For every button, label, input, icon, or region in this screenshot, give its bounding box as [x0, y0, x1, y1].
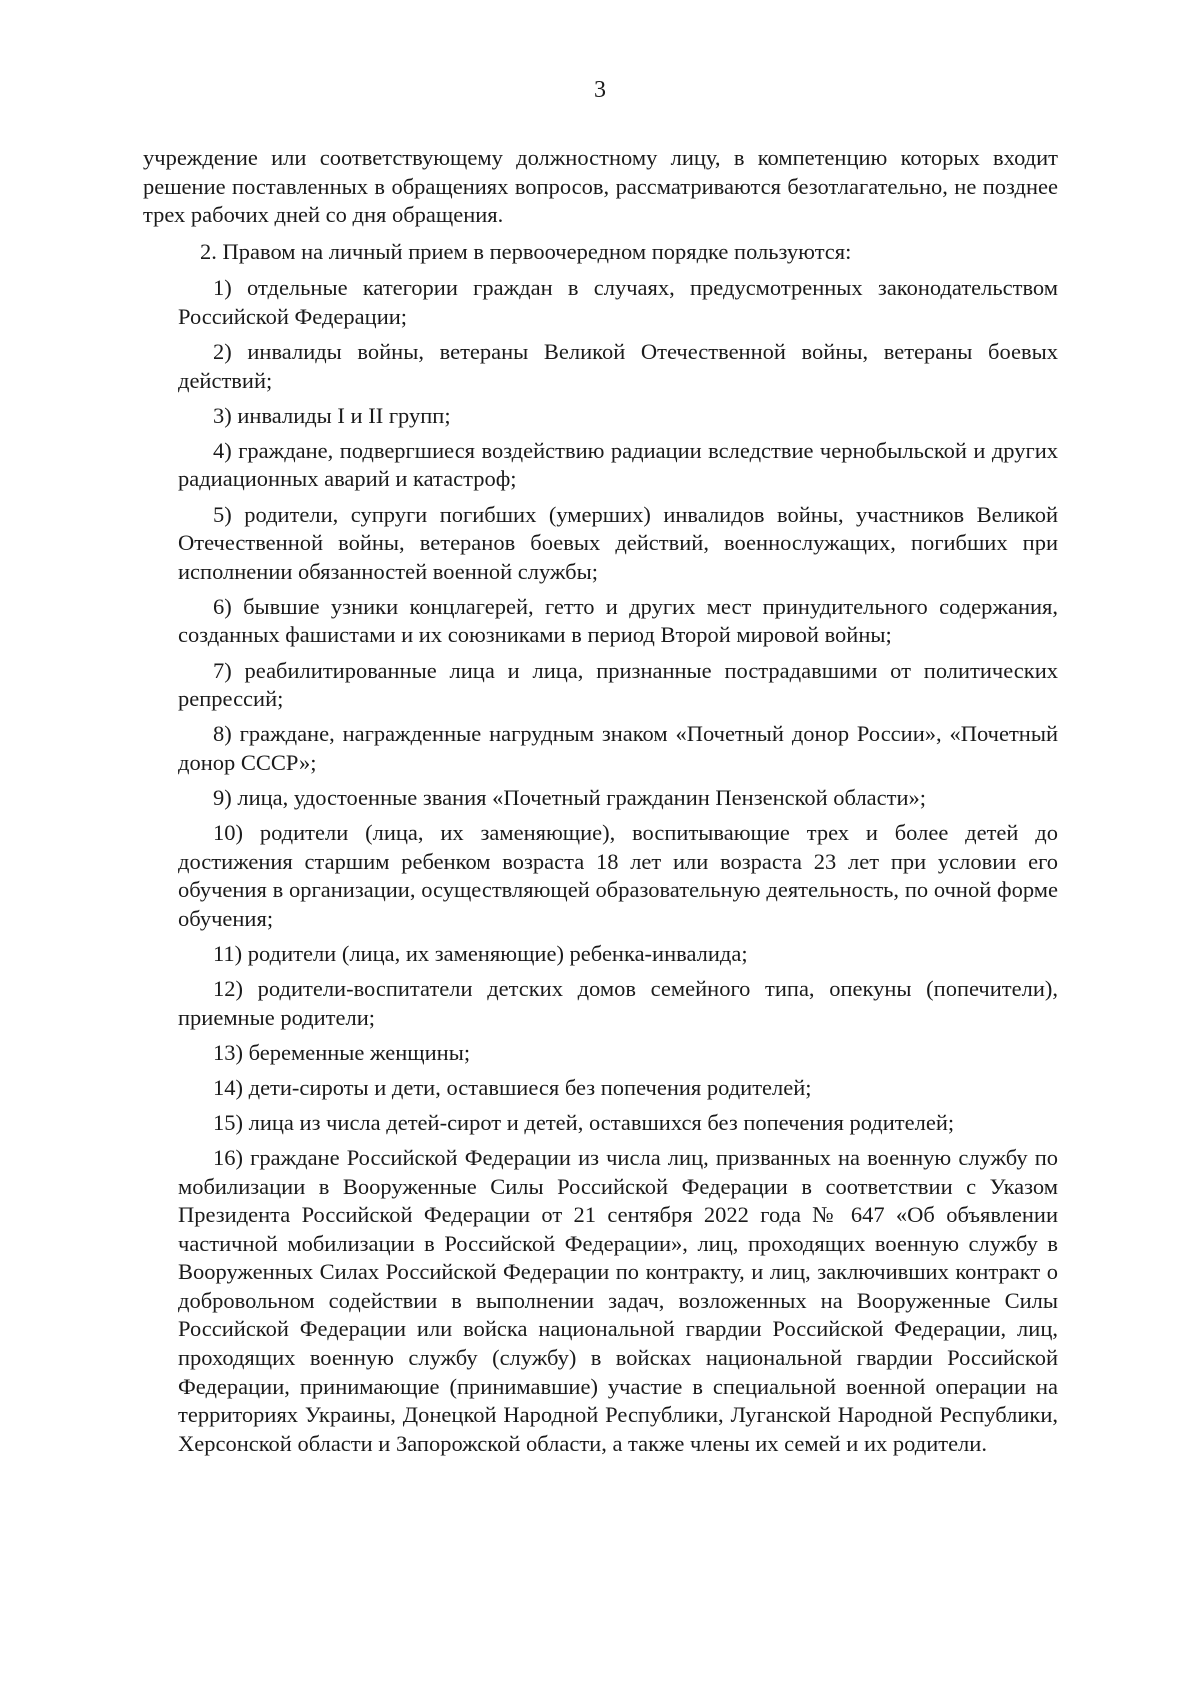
document-body	[143, 144, 1058, 1465]
page-number: 3	[594, 77, 606, 103]
list-item-7: 7) реабилитированные лица и лица, признанные пострадавшими от политических репрессий;	[178, 657, 1058, 712]
paragraph-point-2: 2. Правом на личный прием в первоочередном порядке пользуются:	[200, 238, 852, 264]
list-item-9: 9) лица, удостоенные звания «Почетный гражданин Пензенской области»;	[213, 784, 927, 810]
list-item-4: 4) граждане, подвергшиеся воздействию радиации вследствие чернобыльской и других радиационных аварий и катастроф;	[178, 437, 1058, 492]
list-item-11: 11) родители (лица, их заменяющие) ребенка-инвалида;	[213, 940, 748, 966]
list-item-10: 10) родители (лица, их заменяющие), воспитывающие трех и более детей до достижения старшим ребенком возраста 18 лет или возраста 23 лет при условии его обучения в организации, осуществляющей образовательную деятельность, по очной форме обучения;	[178, 819, 1058, 931]
list-item-13: 13) беременные женщины;	[213, 1039, 471, 1065]
paragraph-continuation: учреждение или соответствующему должностному лицу, в компетенцию которых входит решение поставленных в обращениях вопросов, рассматриваются безотлагательно, не позднее трех рабочих дней со дня обращения.	[143, 145, 1058, 228]
list-item-8: 8) граждане, награжденные нагрудным знаком «Почетный донор России», «Почетный донор СССР»;	[178, 721, 1058, 775]
list-item-16: 16) граждане Российской Федерации из числа лиц, призванных на военную службу по мобилизации в Вооруженные Силы Российской Федерации в соответствии с Указом Президента Российской Федерации от 21 сентября 2022 года № 647 «Об объявлении частичной мобилизации в Российской Федерации», лиц, проходящих военную службу в Вооруженных Силах Российской Федерации по контракту, и лиц, заключивших контракт о добровольном содействии в выполнении задач, возложенных на Вооруженные Силы Российской Федерации или войска национальной гвардии Российской Федерации, лиц, проходящих военную службу (службу) в войсках национальной гвардии Российской Федерации, принимающие (принимавшие) участие в специальной военной операции на территориях Украины, Донецкой Народной Республики, Луганской Народной Республики, Херсонской области и Запорожской области, а также члены их семей и их родители.	[178, 1144, 1058, 1456]
list-item-6: 6) бывшие узники концлагерей, гетто и других мест принудительного содержания, созданных фашистами и их союзниками в период Второй мировой войны;	[178, 593, 1058, 648]
list-item-14: 14) дети-сироты и дети, оставшиеся без попечения родителей;	[213, 1074, 812, 1100]
list-item-3: 3) инвалиды I и II групп;	[213, 402, 451, 428]
list-item-12: 12) родители-воспитатели детских домов семейного типа, опекуны (попечители), приемные родители;	[178, 975, 1058, 1030]
list-item-1: 1) отдельные категории граждан в случаях, предусмотренных законодательством Российской Федерации;	[178, 275, 1058, 329]
list-item-2: 2) инвалиды войны, ветераны Великой Отечественной войны, ветераны боевых действий;	[178, 339, 1058, 393]
list-item-5: 5) родители, супруги погибших (умерших) инвалидов войны, участников Великой Отечественной войны, ветеранов боевых действий, военнослужащих, погибших при исполнении обязанностей военной службы;	[178, 501, 1058, 584]
list-item-15: 15) лица из числа детей-сирот и детей, оставшихся без попечения родителей;	[213, 1109, 955, 1135]
